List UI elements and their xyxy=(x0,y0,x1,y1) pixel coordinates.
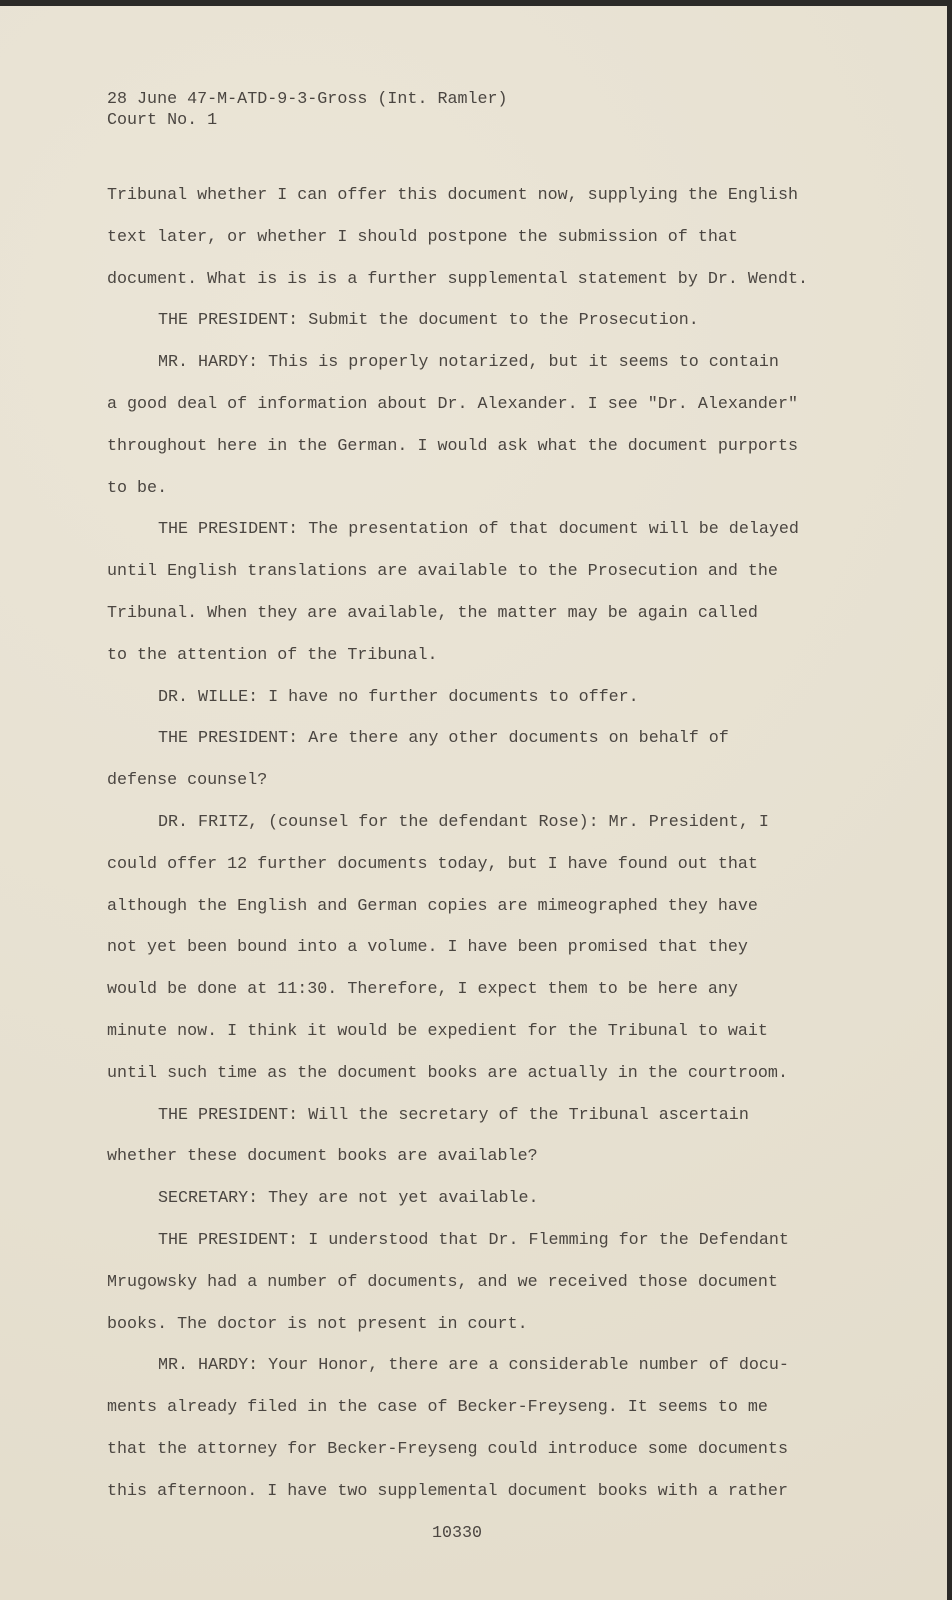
transcript-line: THE PRESIDENT: Will the secretary of the Tribunal ascertain xyxy=(158,1105,749,1125)
transcript-line: defense counsel? xyxy=(107,771,268,791)
transcript-line: SECRETARY: They are not yet available. xyxy=(158,1189,539,1209)
transcript-line: a good deal of information about Dr. Alexander. I see "Dr. Alexander" xyxy=(107,395,798,414)
transcript-line: this afternoon. I have two supplemental document books with a rather xyxy=(107,1481,788,1501)
transcript-line: THE PRESIDENT: The presentation of that document will be delayed xyxy=(158,520,799,540)
transcript-line: Tribunal. When they are available, the matter may be again called xyxy=(107,604,758,623)
transcript-line: books. The doctor is not present in court. xyxy=(107,1314,528,1334)
page-number: 10330 xyxy=(432,1524,483,1543)
transcript-line: whether these document books are available? xyxy=(107,1147,538,1167)
transcript-line: throughout here in the German. I would ask what the document purports xyxy=(107,436,798,456)
transcript-line: text later, or whether I should postpone the submission of that xyxy=(107,227,738,247)
transcript-line: would be done at 11:30. Therefore, I expect them to be here any xyxy=(107,980,738,1000)
header-court: Court No. 1 xyxy=(107,111,218,130)
transcript-line: although the English and German copies are mimeographed they have xyxy=(107,896,758,916)
transcript-line: DR. WILLE: I have no further documents to offer. xyxy=(158,687,639,707)
transcript-line: document. What is is is a further supplemental statement by Dr. Wendt. xyxy=(107,269,808,289)
transcript-line: to the attention of the Tribunal. xyxy=(107,645,438,665)
transcript-line: THE PRESIDENT: Submit the document to the Prosecution. xyxy=(158,311,699,331)
transcript-line: to be. xyxy=(107,478,168,498)
transcript-line: Mrugowsky had a number of documents, and we received those document xyxy=(107,1272,778,1292)
transcript-line: that the attorney for Becker-Freyseng could introduce some documents xyxy=(107,1440,788,1459)
header-reference: 28 June 47-M-ATD-9-3-Gross (Int. Ramler) xyxy=(107,90,508,109)
transcript-line: MR. HARDY: This is properly notarized, but it seems to contain xyxy=(158,353,779,373)
transcript-line: could offer 12 further documents today, but I have found out that xyxy=(107,854,758,874)
transcript-line: minute now. I think it would be expedient for the Tribunal to wait xyxy=(107,1022,768,1041)
transcript-line: THE PRESIDENT: Are there any other documents on behalf of xyxy=(158,729,729,749)
transcript-line: DR. FRITZ, (counsel for the defendant Rose): Mr. President, I xyxy=(158,813,769,832)
transcript-line: until such time as the document books are actually in the courtroom. xyxy=(107,1063,788,1083)
transcript-line: Tribunal whether I can offer this document now, supplying the English xyxy=(107,186,798,205)
transcript-line: ments already filed in the case of Becker-Freyseng. It seems to me xyxy=(107,1398,768,1418)
document-page xyxy=(0,6,947,1600)
transcript-line: until English translations are available to the Prosecution and the xyxy=(107,562,778,582)
transcript-line: not yet been bound into a volume. I have been promised that they xyxy=(107,938,748,958)
transcript-line: THE PRESIDENT: I understood that Dr. Flemming for the Defendant xyxy=(158,1231,789,1250)
transcript-line: MR. HARDY: Your Honor, there are a considerable number of docu- xyxy=(158,1356,789,1376)
